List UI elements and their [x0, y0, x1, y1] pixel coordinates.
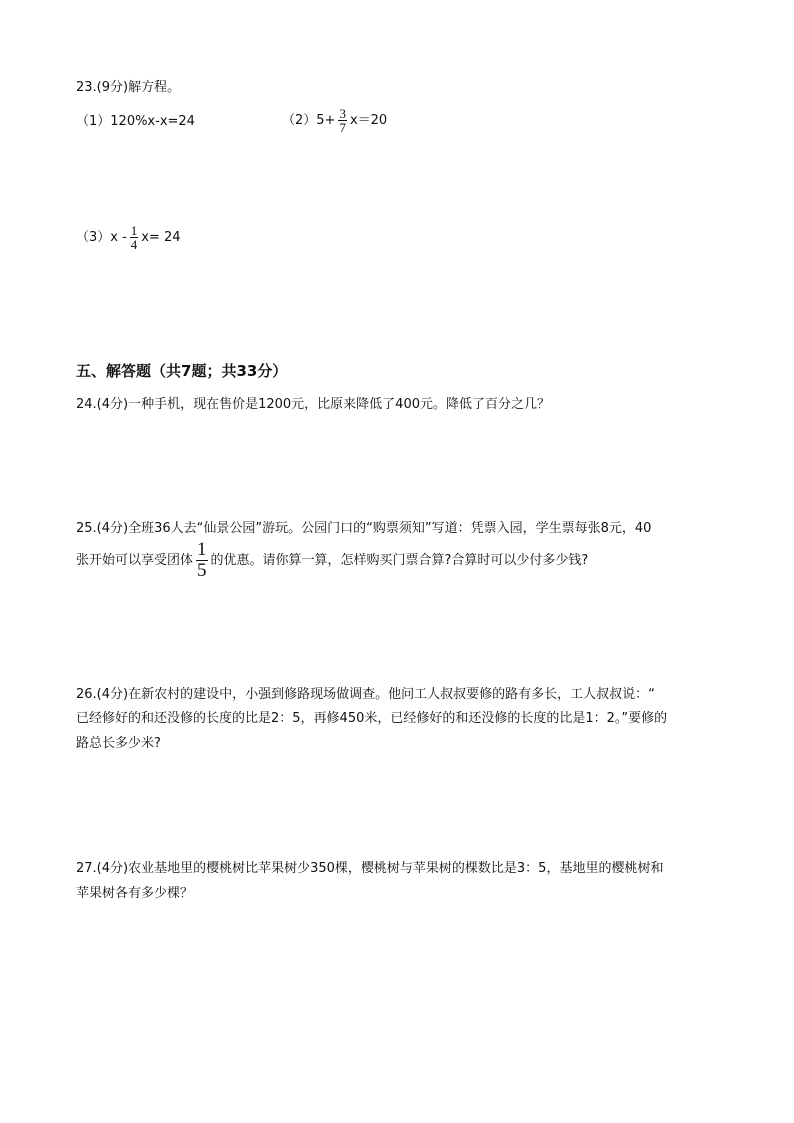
fraction-denominator: 5	[197, 560, 207, 581]
part-2-suffix: x＝20	[349, 113, 388, 128]
part-3-suffix: x= 24	[141, 230, 181, 245]
fraction-1-5	[196, 540, 208, 581]
part-2-prefix: （2）5+	[282, 113, 336, 128]
section-title: 五、解答题（共7题；共33分）	[76, 362, 288, 380]
fraction-numerator: 3	[339, 106, 346, 121]
question-26-line-1: 26.(4分)在新农村的建设中，小强到修路现场做调查。他问工人叔叔要修的路有多长，工人叔叔说：“	[76, 687, 655, 702]
question-23-part-3	[76, 220, 181, 256]
fraction-denominator: 4	[130, 237, 138, 252]
question-23-part-1: （1）120%x-x=24	[76, 114, 195, 129]
question-26-line-3: 路总长多少米?	[76, 736, 161, 751]
question-23-header: 23.(9分)解方程。	[76, 80, 181, 95]
question-26-line-2: 已经修好的和还没修的长度的比是2：5，再修450米，已经修好的和还没修的长度的比是1：2。”要修的	[76, 711, 668, 726]
fraction-1-4	[130, 224, 139, 251]
fraction-3-7	[338, 107, 347, 134]
part-3-prefix: （3）x -	[76, 230, 127, 245]
fraction-numerator: 1	[130, 223, 138, 238]
q25-line-2-prefix: 张开始可以享受团体	[76, 553, 194, 568]
question-25-line-1: 25.(4分)全班36人去“仙景公园”游玩。公园门口的“购票须知”写道：凭票入园，学生票每张8元，40	[76, 521, 652, 536]
question-27-line-2: 苹果树各有多少棵？	[76, 886, 194, 901]
question-23-part-2	[282, 103, 387, 139]
fraction-denominator: 7	[339, 120, 346, 135]
question-25-line-2	[76, 539, 588, 583]
fraction-numerator: 1	[197, 539, 207, 560]
question-27-line-1: 27.(4分)农业基地里的樱桃树比苹果树少350棵，樱桃树与苹果树的棵数比是3：5，基地里的樱桃树和	[76, 861, 664, 876]
q25-line-2-suffix: 的优惠。请你算一算，怎样购买门票合算?合算时可以少付多少钱?	[210, 553, 589, 568]
question-24: 24.(4分)一种手机，现在售价是1200元，比原来降低了400元。降低了百分之几？	[76, 397, 550, 412]
